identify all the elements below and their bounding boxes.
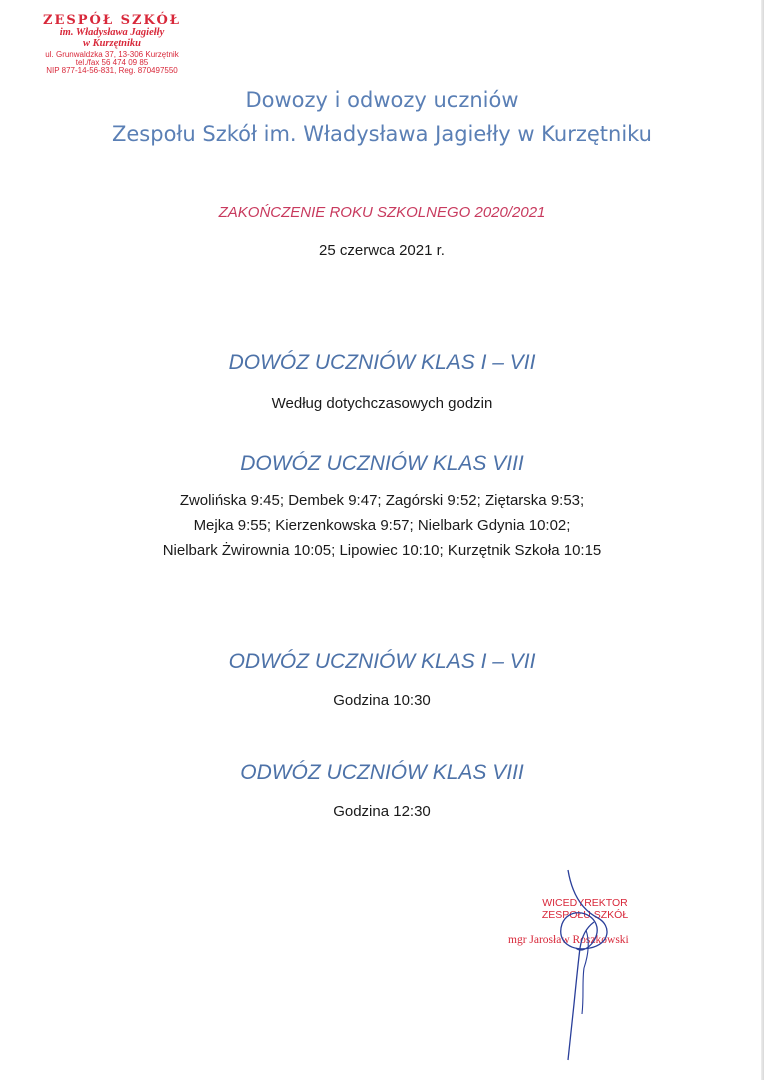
section-text-dowoz-1-7: Według dotychczasowych godzin [271, 395, 493, 412]
section-heading-odwoz-1-7: ODWÓZ UCZNIÓW KLAS I – VII [228, 650, 536, 673]
page-title-line1: Dowozy i odwozy uczniów [245, 88, 519, 112]
signature-name: mgr Jarosław Roszkowski [508, 934, 629, 946]
event-name: ZAKOŃCZENIE ROKU SZKOLNEGO 2020/2021 [218, 204, 546, 221]
handwritten-signature [486, 864, 686, 1064]
school-stamp [22, 14, 202, 75]
schedule-line: Nielbark Żwirownia 10:05; Lipowiec 10:10; Kurzętnik Szkoła 10:15 [162, 542, 602, 559]
stamp-town: w Kurzętniku [82, 37, 142, 49]
section-heading-dowoz-8: DOWÓZ UCZNIÓW KLAS VIII [240, 452, 524, 475]
schedule-line: Mejka 9:55; Kierzenkowska 9:57; Nielbark Gdynia 10:02; [193, 517, 571, 534]
section-heading-dowoz-1-7: DOWÓZ UCZNIÓW KLAS I – VII [228, 351, 536, 374]
section-text-odwoz-1-7: Godzina 10:30 [333, 692, 431, 709]
section-text-odwoz-8: Godzina 12:30 [333, 803, 431, 820]
event-date: 25 czerwca 2021 r. [319, 242, 445, 259]
schedule-line: Zwolińska 9:45; Dembek 9:47; Zagórski 9:52; Ziętarska 9:53; [179, 492, 585, 509]
stamp-address: ul. Grunwaldzka 37, 13-306 Kurzętnik [45, 50, 179, 59]
signature-title-line1: WICEDYREKTOR [542, 897, 628, 909]
section-heading-odwoz-8: ODWÓZ UCZNIÓW KLAS VIII [240, 761, 524, 784]
stamp-patron: im. Władysława Jagiełły [59, 27, 165, 38]
stamp-school-name: ZESPÓŁ SZKÓŁ [42, 13, 182, 28]
stamp-nip: NIP 877-14-56-831, Reg. 870497550 [46, 66, 178, 75]
signature-title-line2: ZESPOŁU SZKÓŁ [541, 909, 629, 921]
stamp-phone: tel./fax 56 474 09 85 [75, 58, 149, 67]
page-title-line2: Zespołu Szkół im. Władysława Jagiełły w Kurzętniku [112, 122, 652, 146]
